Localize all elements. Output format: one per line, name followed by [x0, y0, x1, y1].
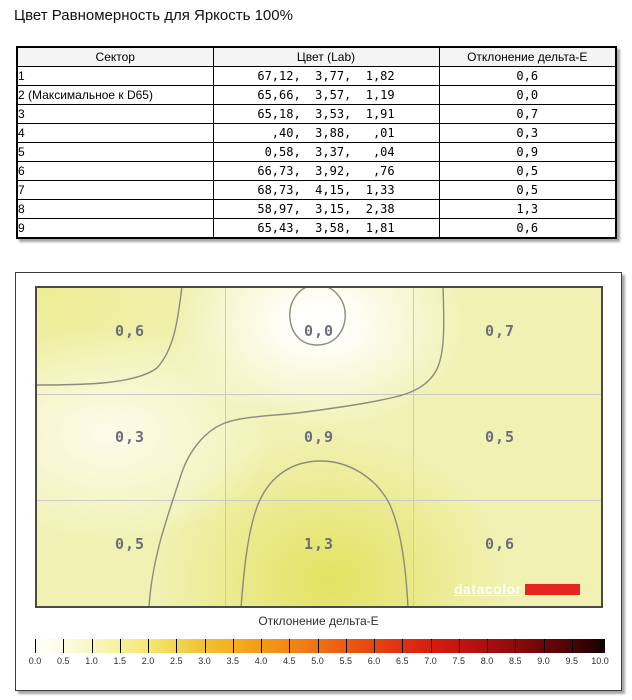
colorbar-tick — [233, 639, 234, 653]
colorbar-tick — [92, 639, 93, 653]
colorbar-tick-label: 8.5 — [508, 656, 522, 666]
table-cell-lab: 58,97, 3,15, 2,38 — [213, 200, 439, 219]
table-cell-sector: 2 (Максимальное к D65) — [17, 86, 213, 105]
colorbar-tick-label: 1.0 — [85, 656, 98, 666]
table-cell-delta: 0,5 — [439, 162, 616, 181]
colorbar-tick-label: 4.5 — [282, 656, 296, 666]
colorbar-tick-label: 10.0 — [591, 656, 609, 666]
contour-top-left — [37, 288, 182, 385]
table-cell-sector: 4 — [17, 124, 213, 143]
colorbar-tick — [346, 639, 347, 653]
colorbar-tick-label: 6.0 — [367, 656, 381, 666]
colorbar-tick — [63, 639, 64, 653]
table-cell-sector: 7 — [17, 181, 213, 200]
colorbar-tick — [176, 639, 177, 653]
table-cell-lab: 0,58, 3,37, ,04 — [213, 143, 439, 162]
colorbar-tick — [318, 639, 319, 653]
table-row — [17, 67, 616, 86]
colorbar-tick-label: 0.0 — [28, 656, 42, 666]
heatmap-cell-value: 0,5 — [484, 428, 516, 446]
heatmap-cell-value: 0,6 — [484, 535, 516, 553]
colorbar-tick-label: 8.0 — [480, 656, 494, 666]
heatmap — [35, 286, 603, 608]
column-header-lab: Цвет (Lab) — [213, 47, 439, 67]
colorbar-tick-label: 4.0 — [254, 656, 268, 666]
colorbar-tick-label: 0.5 — [56, 656, 70, 666]
table-cell-delta: 0,0 — [439, 86, 616, 105]
table-body — [17, 67, 616, 239]
heatmap-cell-value: 0,3 — [114, 428, 146, 446]
table-row — [17, 181, 616, 200]
colorbar-tick — [289, 639, 290, 653]
colorbar-tick-label: 2.5 — [169, 656, 183, 666]
table-cell-lab: 68,73, 4,15, 1,33 — [213, 181, 439, 200]
column-header-delta: Отклонение дельта-E — [439, 47, 616, 67]
colorbar-tick-label: 5.5 — [339, 656, 353, 666]
table-row — [17, 143, 616, 162]
table-cell-sector: 1 — [17, 67, 213, 86]
colorbar-tick — [572, 639, 573, 653]
colorbar-tick-label: 3.5 — [226, 656, 240, 666]
heatmap-cell-value: 0,0 — [303, 322, 335, 340]
table-cell-lab: 65,66, 3,57, 1,19 — [213, 86, 439, 105]
table-cell-delta: 0,3 — [439, 124, 616, 143]
table-cell-delta: 0,6 — [439, 219, 616, 239]
colorbar-tick-label: 9.5 — [565, 656, 579, 666]
contour-bottom-dome — [241, 461, 408, 606]
table-cell-delta: 0,6 — [439, 67, 616, 86]
colorbar-tick-label: 7.5 — [452, 656, 466, 666]
heatmap-cell-value: 0,9 — [303, 428, 335, 446]
table-cell-sector: 8 — [17, 200, 213, 219]
datacolor-logo-block — [525, 584, 580, 595]
table-cell-lab: 67,12, 3,77, 1,82 — [213, 67, 439, 86]
table-cell-sector: 3 — [17, 105, 213, 124]
datacolor-logo-text: datacolor — [454, 581, 522, 597]
table-cell-delta: 1,3 — [439, 200, 616, 219]
colorbar-tick — [261, 639, 262, 653]
table-cell-sector: 5 — [17, 143, 213, 162]
colorbar-tick-label: 3.0 — [198, 656, 211, 666]
heatmap-cell-value: 0,6 — [114, 322, 146, 340]
colorbar-tick-label: 1.5 — [113, 656, 127, 666]
colorbar-tick-label: 9.0 — [537, 656, 550, 666]
table-row — [17, 200, 616, 219]
colorbar-tick-label: 2.0 — [141, 656, 155, 666]
colorbar-tick-label: 5.0 — [311, 656, 324, 666]
colorbar-tick-label: 7.0 — [424, 656, 437, 666]
colorbar-tick — [35, 639, 36, 653]
table-cell-sector: 9 — [17, 219, 213, 239]
colorbar-tick — [148, 639, 149, 653]
uniformity-panel — [15, 272, 622, 691]
table-cell-delta: 0,5 — [439, 181, 616, 200]
colorbar — [28, 639, 609, 666]
table-cell-lab: 65,43, 3,58, 1,81 — [213, 219, 439, 239]
page-title: Цвет Равномерность для Яркость 100% — [14, 7, 293, 24]
heatmap-cell-value: 0,5 — [114, 535, 146, 553]
table-row — [17, 105, 616, 124]
colorbar-tick — [402, 639, 403, 653]
colorbar-tick — [459, 639, 460, 653]
colorbar-tick — [600, 639, 601, 653]
colorbar-caption: Отклонение дельта-E — [258, 614, 379, 628]
colorbar-tick — [120, 639, 121, 653]
table-cell-delta: 0,9 — [439, 143, 616, 162]
table-row — [17, 162, 616, 181]
table-cell-lab: 65,18, 3,53, 1,91 — [213, 105, 439, 124]
table-cell-lab: ,40, 3,88, ,01 — [213, 124, 439, 143]
colorbar-tick-label: 6.5 — [395, 656, 409, 666]
colorbar-tick — [374, 639, 375, 653]
table-row — [17, 124, 616, 143]
table-cell-delta: 0,7 — [439, 105, 616, 124]
colorbar-tick — [515, 639, 516, 653]
table-row — [17, 86, 616, 105]
colorbar-tick — [544, 639, 545, 653]
table-row — [17, 219, 616, 239]
colorbar-tick — [205, 639, 206, 653]
datacolor-watermark — [454, 582, 580, 596]
table-cell-lab: 66,73, 3,92, ,76 — [213, 162, 439, 181]
column-header-sector: Сектор — [17, 47, 213, 67]
heatmap-cell-value: 0,7 — [484, 322, 516, 340]
table-header — [17, 47, 616, 67]
table-cell-sector: 6 — [17, 162, 213, 181]
colorbar-tick — [487, 639, 488, 653]
colorbar-tick — [431, 639, 432, 653]
uniformity-table — [16, 46, 617, 239]
heatmap-cell-value: 1,3 — [303, 535, 335, 553]
